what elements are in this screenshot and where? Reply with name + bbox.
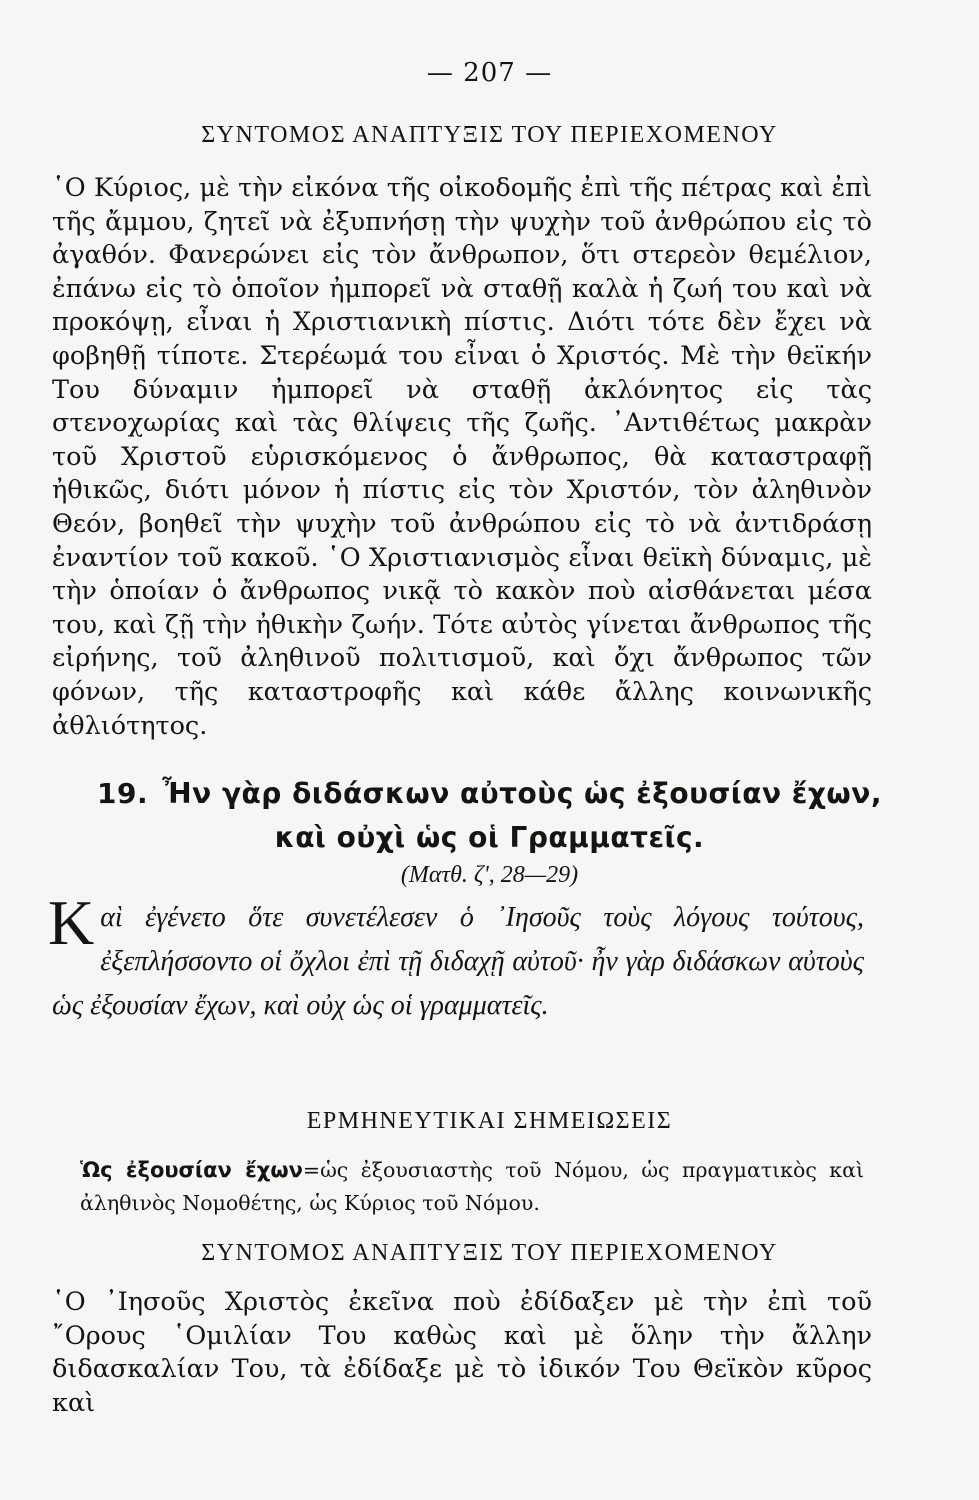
- verse-number: 19.: [97, 777, 149, 810]
- verse-line-1: Ἦν γὰρ διδάσκων αὐτοὺς ὡς ἐξουσίαν ἔχων,: [162, 777, 882, 810]
- summary-paragraph-1: ῾Ο Κύριος, μὲ τὴν εἰκόνα τῆς οἰκοδομῆς ἐπὶ τῆς πέτρας καὶ ἐπὶ τῆς ἄμμου, ζητεῖ νὰ ἐξυπνήσῃ τὴν ψυχὴν τοῦ ἀνθρώπου εἰς τὸ ἀγαθόν. Φανερώνει εἰς τὸν ἄνθρωπον, ὅτι στερεὸν θεμέλιον, ἐπάνω εἰς τὸ ὁποῖον ἠμπορεῖ νὰ σταθῇ καλὰ ἡ ζωή του καὶ νὰ προκόψῃ, εἶναι ἡ Χριστιανικὴ πίστις. Διότι τότε δὲν ἔχει νὰ φοβηθῇ τίποτε. Στερέωμά του εἶναι ὁ Χριστός. Μὲ τὴν θεϊκήν Του δύναμιν ἠμπορεῖ νὰ σταθῇ ἀκλόνητος εἰς τὰς στενοχωρίας καὶ τὰς θλίψεις τῆς ζωῆς. ᾿Αντιθέτως μακρὰν τοῦ Χριστοῦ εὑρισκόμενος ὁ ἄνθρωπος, θὰ καταστραφῇ ἠθικῶς, διότι μόνον ἡ πίστις εἰς τὸν Χριστόν, τὸν ἀληθινὸν Θεόν, βοηθεῖ τὴν ψυχὴν τοῦ ἀνθρώπου εἰς τὸ νὰ ἀντιδράσῃ ἐναντίον τοῦ κακοῦ. ῾Ο Χριστιανισμὸς εἶναι θεϊκὴ δύναμις, μὲ τὴν ὁποίαν ὁ ἄνθρωπος νικᾷ τὸ κακὸν ποὺ αἰσθάνεται μέσα του, καὶ ζῇ τὴν ἠθικὴν ζωήν. Τότε αὐτὸς γίνεται ἄνθρωπος τῆς εἰρήνης, τοῦ ἀληθινοῦ πολιτισμοῦ, καὶ ὄχι ἄνθρωπος τῶν φόνων, τῆς καταστροφῆς καὶ κάθε ἄλλης κοινωνικῆς ἀθλιότητος.: [52, 173, 872, 741]
- interpretive-note: [80, 1154, 864, 1220]
- page-number: — 207 —: [426, 58, 553, 88]
- note-definition: =ὡς ἐξουσιαστὴς τοῦ Νόμου, ὡς πραγματικὸς καὶ ἀληθινὸς Νομοθέτης, ὡς Κύριος τοῦ Νόμου.: [80, 1158, 864, 1215]
- scripture-text: αὶ ἐγένετο ὅτε συνετέλεσεν ὁ ᾿Ιησοῦς τοὺς λόγους τούτους, ἐξεπλήσσοντο οἱ ὄχλοι ἐπὶ τῇ διδαχῇ αὐτοῦ· ἦν γὰρ διδάσκων αὐτοὺς ὡς ἐξουσίαν ἔχων, καὶ οὐχ ὡς οἱ γραμματεῖς.: [52, 902, 864, 1021]
- verse-heading-line-1: [0, 772, 979, 816]
- drop-cap: Κ: [48, 887, 95, 958]
- section-heading-summary-2: ΣΥΝΤΟΜΟΣ ΑΝΑΠΤΥΞΙΣ ΤΟΥ ΠΕΡΙΕΧΟΜΕΝΟΥ: [201, 1240, 778, 1266]
- verse-heading: [0, 772, 979, 860]
- summary-paragraph-2: ῾Ο ᾿Ιησοῦς Χριστὸς ἐκεῖνα ποὺ ἐδίδαξεν μὲ τὴν ἐπὶ τοῦ ῎Ορους ῾Ομιλίαν Του καθὼς καὶ μὲ ὅλην τὴν ἄλλην διδασκαλίαν Του, τὰ ἐδίδαξε μὲ τὸ ἰδικόν Του Θεϊκὸν κῦρος καὶ: [52, 1287, 872, 1418]
- scripture-passage: [48, 887, 864, 1028]
- section-heading-summary-1: ΣΥΝΤΟΜΟΣ ΑΝΑΠΤΥΞΙΣ ΤΟΥ ΠΕΡΙΕΧΟΜΕΝΟΥ: [201, 122, 778, 148]
- verse-reference: (Ματθ. ζ', 28—29): [400, 862, 579, 888]
- notes-heading: ΕΡΜΗΝΕΥΤΙΚΑΙ ΣΗΜΕΙΩΣΕΙΣ: [306, 1108, 673, 1134]
- note-term: Ὡς ἐξουσίαν ἔχων: [80, 1158, 303, 1182]
- verse-line-2: καὶ οὐχὶ ὡς οἱ Γραμματεῖς.: [274, 821, 705, 854]
